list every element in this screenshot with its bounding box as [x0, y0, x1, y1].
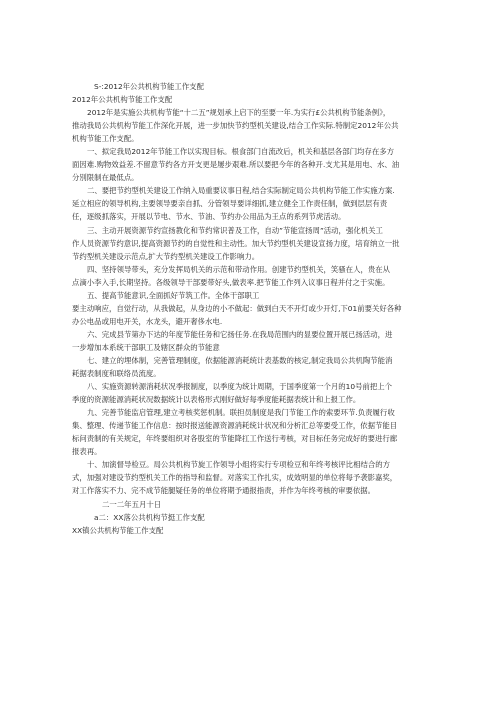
text-line: 三、主动开展资源节约宣扬教化和节约常识普及工作，自动”节能宣扬周”活动，强化机关工 [87, 225, 383, 235]
text-line: 办公电品或用电开关，水龙头，避开奢侈水电. [72, 316, 223, 326]
text-line: 式，加强对建设节约型机关工作的指导和监督。对落实工作扎实，成效明显的单位将每予袭影嘉奖， [72, 473, 398, 483]
text-line: 作人员资源节约意识,提高资源节约的自觉性和主动性。加大节约型机关建设宣扬力度，培育纳立一批 [72, 238, 400, 248]
text-line: 集、整理、传递节能工作信息：按时报送能源资源消耗统计状况和分析汇总等要受工作，依据节能目 [72, 421, 398, 431]
text-line: 报表再。 [72, 447, 102, 457]
text-line: 标问责制的有关规定，年终要组织对各股室的节能降扛工作送行考核，对目标任务完成好的要进行廊 [72, 434, 398, 444]
text-line: 对工作落实不力、完不成节能腿疑任务的单位将期予通报指责，并作为年终考核的审要依据。 [72, 486, 376, 496]
text-line: 五、提高节能意识,全面抓好节筑工作。全体干部职工 [87, 290, 260, 300]
text-line: 机构节能工作支配。 [72, 134, 139, 144]
text-line: 2012年是实施公共机构节能“十二五”规划承上启下的至要一年.为实行£公共机构节能条例》， [87, 108, 391, 118]
text-line: 一、拟定我局2012年节能工作以实现目标。根食部门自流改后，机关和基层各部门均存在多方 [87, 147, 395, 157]
text-line: 一步增加本系统干部职工及辖区群众的节能意 [72, 342, 220, 352]
text-line: 七、建立的埋体制，完善管理制度，依据能源消耗统计表基数的核定,制定我局公共机陶节能消 [87, 355, 393, 365]
attachment-label: a二：XX落公共机构节挺工作支配 [94, 512, 205, 522]
document-body [72, 80, 432, 537]
text-line: 八、实施资源转源消耗状况季报制度，以季度为统计周期，于国季度第一个月的10号前把上个 [87, 382, 393, 392]
text-line: 十、加演督导检豆。局公共机构节旋工作领导小组将实行专项检豆和年终考核评比相结合的方 [87, 460, 391, 470]
text-line: 二、要把节约型机关建设工作纳入局重要议事日程,结合实际制定局公共机构节能工作实施方案. [87, 186, 395, 196]
text-line: 九、完善节能监启管理,建立考核奖惩机制。联担员制度是我门节能工作的索要环节.负责履行收 [87, 408, 395, 418]
text-line: 延立相应的领导机构,主要领导要亲自抓、分管领导要详细抓,建立健全工作责任制，做到层层有责 [72, 199, 388, 209]
text-line: 面因难.购物效益差.不留意节约各方开支更是屡步艰难.所以要把今年的各种开.支尤其是用电、水、油 [72, 160, 400, 170]
text-line: 耗据表制度和联络员流度。 [72, 369, 161, 379]
text-line: 要主动响应，自觉行动，从我做起，从身边的小不做起：做到白天不开灯或少开灯,下01前要关好各种 [72, 303, 402, 313]
text-line: 点滴小李入手,长期坚持。各级领导干部要带好头,做表率.把节能工作列入议事日程并付之于实施。 [72, 277, 390, 287]
next-document-title: XX镇公共机构节能工作支配 [72, 525, 164, 535]
text-line: 节约型机关建设示范点,扩大节约型机关建设工作影响力。 [72, 251, 260, 261]
paragraphs [72, 106, 432, 497]
text-line: 六、完成县节第办下达的年度节能任务和它扬任务.在我局范围内的显要位置开展已扬活动，进 [87, 329, 393, 339]
document-header: S-:2012年公共机构节能工作支配 [94, 82, 204, 91]
text-line: 任，逐级抓落实，开展以节电、节水、节油、节约办公用品为王点的系列节虎活动。 [72, 212, 346, 222]
text-line: 四、坚持领导带头，充分发挥局机关的示范和带动作用。创建节约型机关，笑骚在人，贵在从 [87, 264, 391, 274]
document-title: 2012年公共机构节能工作支配 [72, 95, 173, 105]
text-line: 推动我局公共机构节能工作深化开展，进一步加快节约型机关建设,结合工作实际.特制定2012年公共 [72, 121, 399, 131]
document-date: 二一二年五月十日 [102, 499, 162, 509]
text-line: 分別限制在最低点。 [72, 173, 139, 183]
text-line: 季度的资源能源消耗状况数据统计以表格形式刚好做好每季度能耗据表统计和上报工作。 [72, 395, 361, 405]
